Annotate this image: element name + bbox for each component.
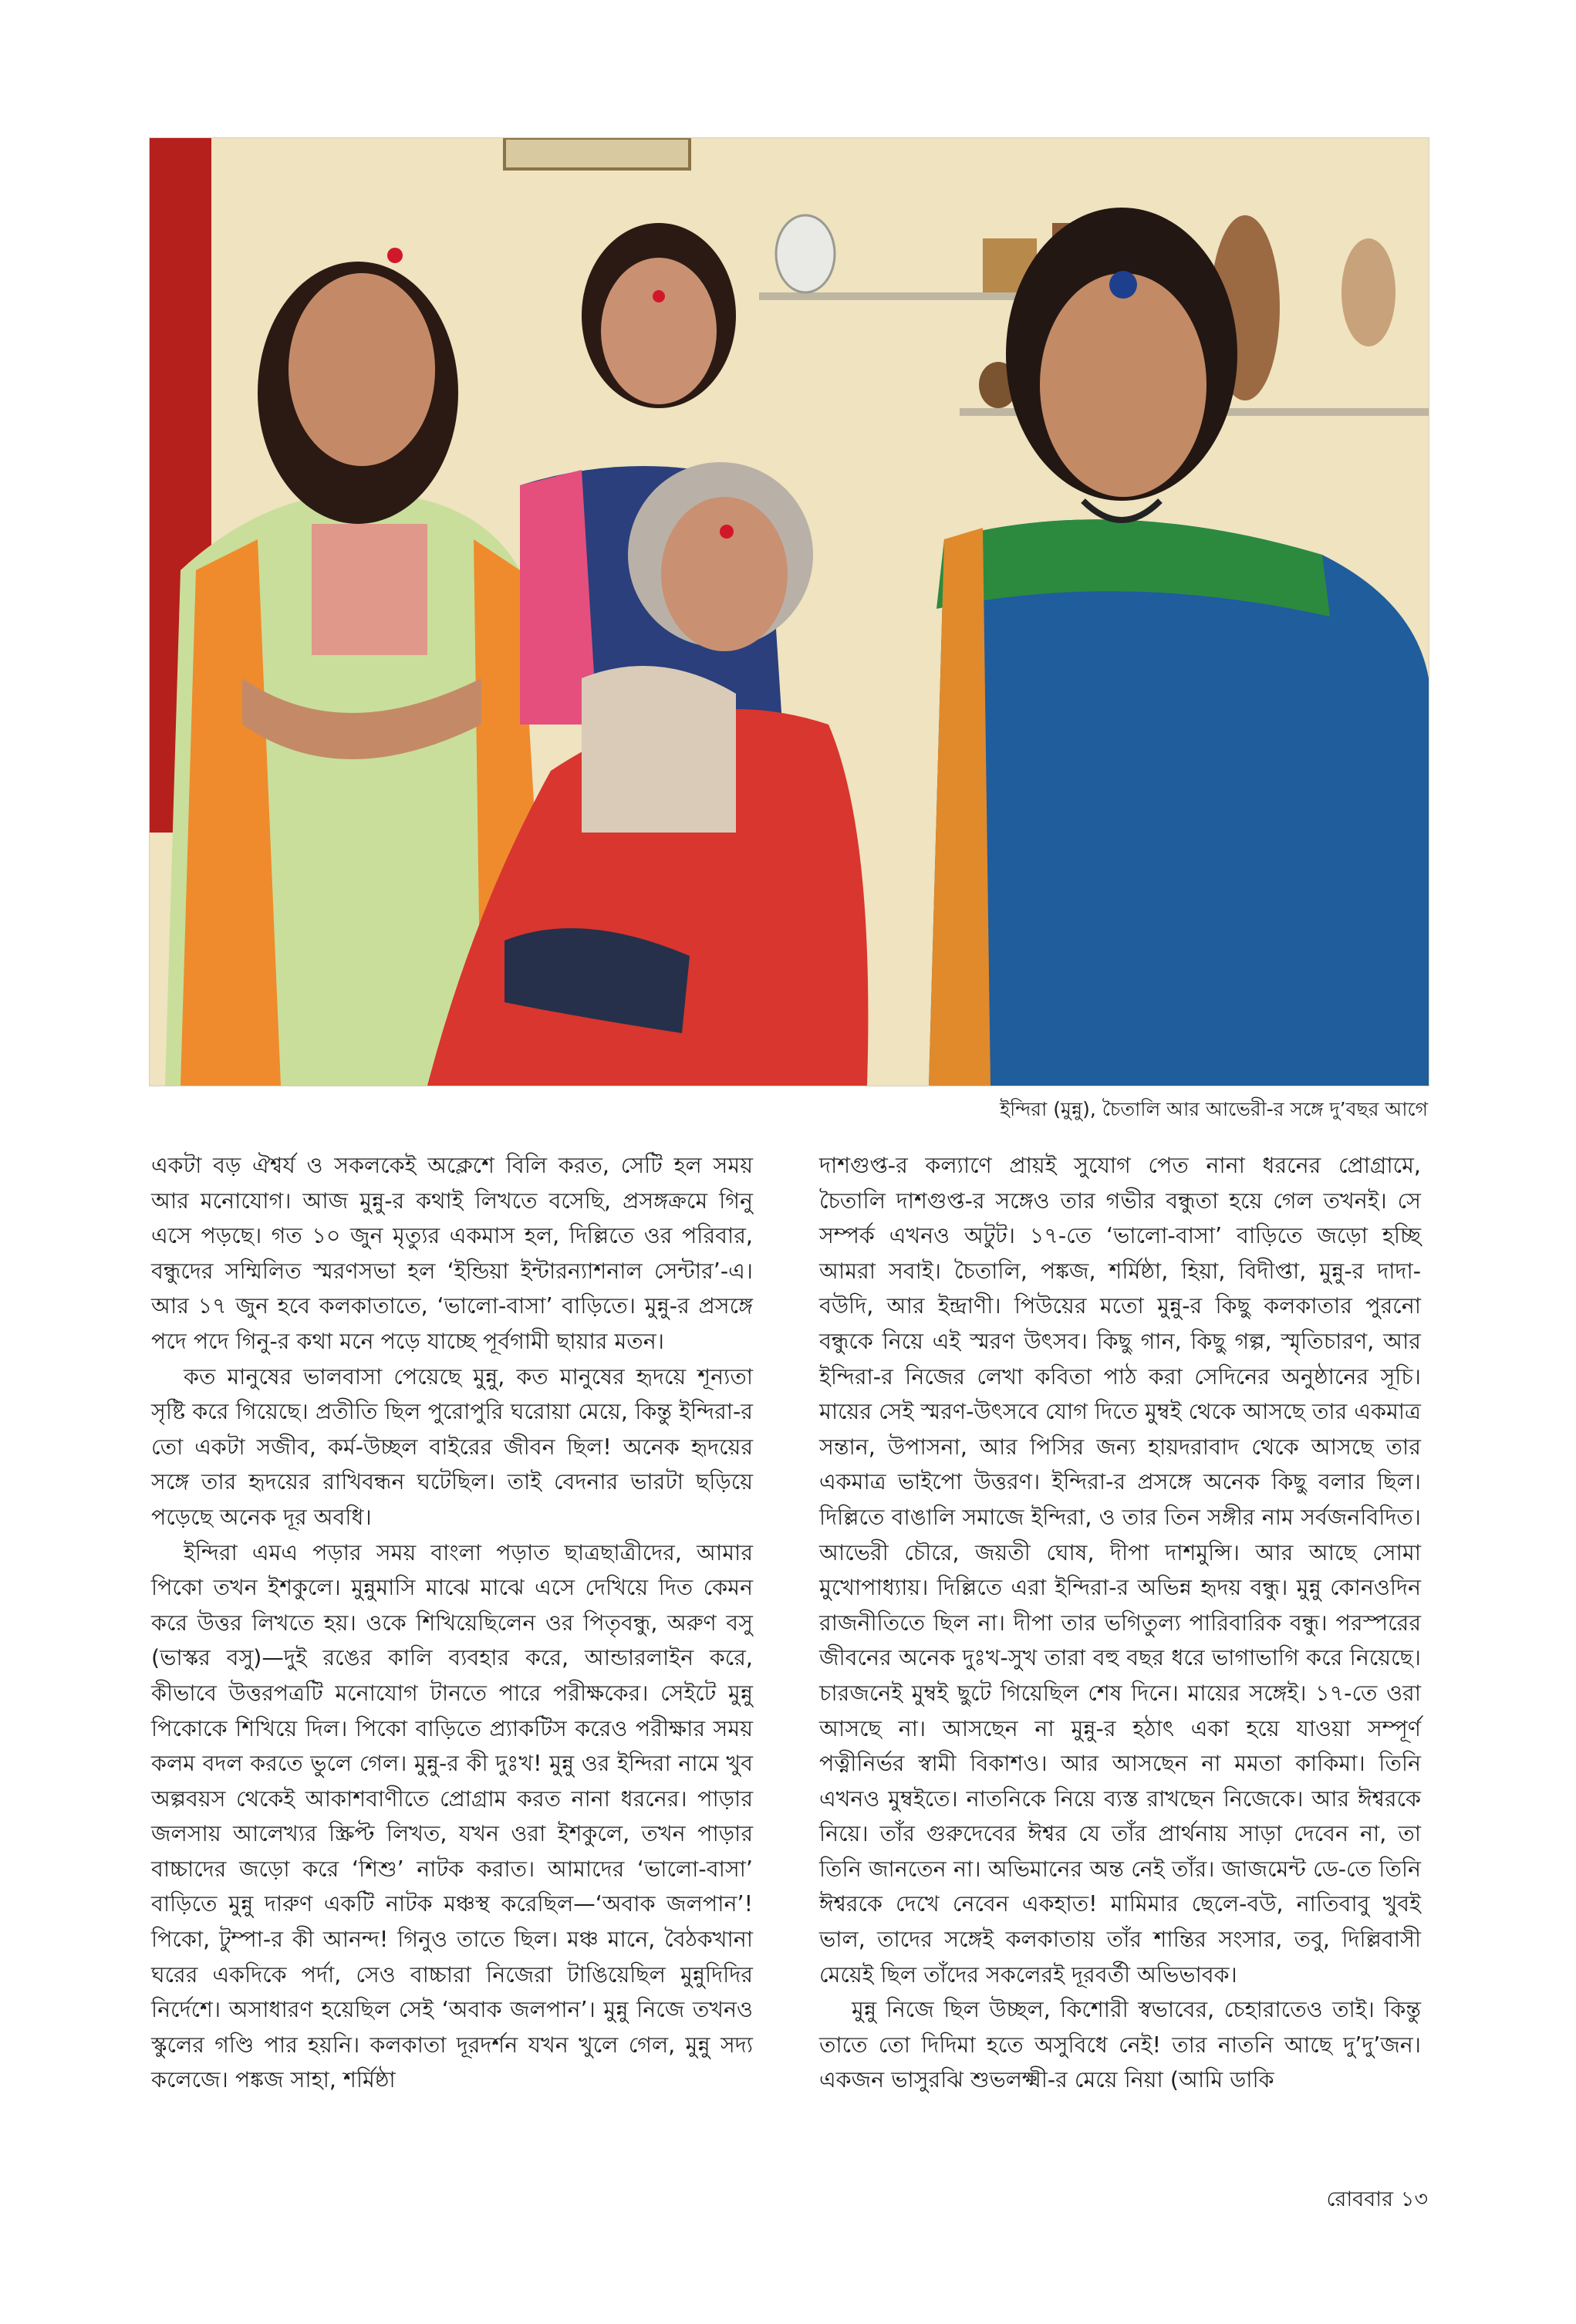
- article-column-left: [151, 1148, 753, 2098]
- page-number: ১৩: [1400, 2187, 1428, 2211]
- paragraph: দাশগুপ্ত-র কল্যাণে প্রায়ই সুযোগ পেত নানা ধরনের প্রোগ্রামে, চৈতালি দাশগুপ্ত-র সঙ্গেও তার গভীর বন্ধুতা হয়ে গেল তখনই। সে সম্পর্ক এখনও অটুট। ১৭-তে ‘ভালো-বাসা’ বাড়িতে জড়ো হচ্ছি আমরা সবাই। চৈতালি, পঙ্কজ, শর্মিষ্ঠা, হিয়া, বিদীপ্তা, মুন্নু-র দাদা-বউদি, আর ইন্দ্রাণী। পিউয়ের মতো মুন্নু-র কিছু কলকাতার পুরনো বন্ধুকে নিয়ে এই স্মরণ উৎসব। কিছু গান, কিছু গল্প, স্মৃতিচারণ, আর ইন্দিরা-র নিজের লেখা কবিতা পাঠ করা সেদিনের অনুষ্ঠানের সূচি। মায়ের সেই স্মরণ-উৎসবে যোগ দিতে মুম্বই থেকে আসছে তার একমাত্র সন্তান, উপাসনা, আর পিসির জন্য হায়দরাবাদ থেকে আসছে তার একমাত্র ভাইপো উত্তরণ। ইন্দিরা-র প্রসঙ্গে অনেক কিছু বলার ছিল। দিল্লিতে বাঙালি সমাজে ইন্দিরা, ও তার তিন সঙ্গীর নাম সর্বজনবিদিত। আভেরী চৌরে, জয়তী ঘোষ, দীপা দাশমুন্সি। আর আছে সোমা মুখোপাধ্যায়। দিল্লিতে এরা ইন্দিরা-র অভিন্ন হৃদয় বন্ধু। মুন্নু কোনওদিন রাজনীতিতে ছিল না। দীপা তার ভগিতুল্য পারিবারিক বন্ধু। পরস্পরের জীবনের অনেক দুঃখ-সুখ তারা বহু বছর ধরে ভাগাভাগি করে নিয়েছে। চারজনেই মুম্বই ছুটে গিয়েছিল শেষ দিনে। মায়ের সঙ্গেই। ১৭-তে ওরা আসছে না। আসছেন না মুন্নু-র হঠাৎ একা হয়ে যাওয়া সম্পূর্ণ পত্নীনির্ভর স্বামী বিকাশও। আর আসছেন না মমতা কাকিমা। তিনি এখনও মুম্বইতে। নাতনিকে নিয়ে ব্যস্ত রাখছেন নিজেকে। আর ঈশ্বরকে নিয়ে। তাঁর গুরুদেবের ঈশ্বর যে তাঁর প্রার্থনায় সাড়া দেবেন না, তা তিনি জানতেন না। অভিমানের অন্ত নেই তাঁর। জাজমেন্ট ডে-তে তিনি ঈশ্বরকে দেখে নেবেন একহাত! মামিমার ছেলে-বউ, নাতিবাবু খুবই ভাল, তাদের সঙ্গেই কলকাতায় তাঁর শান্তির সংসার, তবু, দিল্লিবাসী মেয়েই ছিল তাঁদের সকলেরই দূরবর্তী অভিভাবক।: [819, 1153, 1421, 1988]
- magazine-name: রোববার: [1326, 2187, 1393, 2211]
- paragraph: একটা বড় ঐশ্বর্য ও সকলকেই অক্লেশে বিলি করত, সেটি হল সময় আর মনোযোগ। আজ মুন্নু-র কথাই লিখতে বসেছি, প্রসঙ্গক্রমে গিনু এসে পড়ছে। গত ১০ জুন মৃত্যুর একমাস হল, দিল্লিতে ওর পরিবার, বন্ধুদের সম্মিলিত স্মরণসভা হল ‘ইন্ডিয়া ইন্টারন্যাশনাল সেন্টার’-এ। আর ১৭ জুন হবে কলকাতাতে, ‘ভালো-বাসা’ বাড়িতে। মুন্নু-র প্রসঙ্গে পদে পদে গিনু-র কথা মনে পড়ে যাচ্ছে পূর্বগামী ছায়ার মতন।: [151, 1153, 753, 1354]
- paragraph: কত মানুষের ভালবাসা পেয়েছে মুন্নু, কত মানুষের হৃদয়ে শূন্যতা সৃষ্টি করে গিয়েছে। প্রতীতি ছিল পুরোপুরি ঘরোয়া মেয়ে, কিন্তু ইন্দিরা-র তো একটা সজীব, কর্ম-উচ্ছল বাইরের জীবন ছিল! অনেক হৃদয়ের সঙ্গে তার হৃদয়ের রাখিবন্ধন ঘটেছিল। তাই বেদনার ভারটা ছড়িয়ে পড়েছে অনেক দূর অবধি।: [151, 1363, 753, 1530]
- group-photo: [149, 137, 1429, 1086]
- paragraph: ইন্দিরা এমএ পড়ার সময় বাংলা পড়াত ছাত্রছাত্রীদের, আমার পিকো তখন ইশকুলে। মুন্নুমাসি মাঝে মাঝে এসে দেখিয়ে দিত কেমন করে উত্তর লিখতে হয়। ওকে শিখিয়েছিলেন ওর পিতৃবন্ধু, অরুণ বসু (ভাস্কর বসু)—দুই রঙের কালি ব্যবহার করে, আন্ডারলাইন করে, কীভাবে উত্তরপত্রটি মনোযোগ টানতে পারে পরীক্ষকের। সেইটে মুন্নু পিকোকে শিখিয়ে দিল। পিকো বাড়িতে প্র্যাকটিস করেও পরীক্ষার সময় কলম বদল করতে ভুলে গেল। মুন্নু-র কী দুঃখ! মুন্নু ওর ইন্দিরা নামে খুব অল্পবয়স থেকেই আকাশবাণীতে প্রোগ্রাম করত নানা ধরনের। পাড়ার জলসায় আলেখ্যর স্ক্রিপ্ট লিখত, যখন ওরা ইশকুলে, তখন পাড়ার বাচ্চাদের জড়ো করে ‘শিশু’ নাটক করাত। আমাদের ‘ভালো-বাসা’ বাড়িতে মুন্নু দারুণ একটি নাটক মঞ্চস্থ করেছিল—‘অবাক জলপান’! পিকো, টুম্পা-র কী আনন্দ! গিনুও তাতে ছিল। মঞ্চ মানে, বৈঠকখানা ঘরের একদিকে পর্দা, সেও বাচ্চারা নিজেরা টাঙিয়েছিল মুন্নুদিদির নির্দেশে। অসাধারণ হয়েছিল সেই ‘অবাক জলপান’। মুন্নু নিজে তখনও স্কুলের গণ্ডি পার হয়নি। কলকাতা দূরদর্শন যখন খুলে গেল, মুন্নু সদ্য কলেজে। পঙ্কজ সাহা, শর্মিষ্ঠা: [151, 1539, 753, 2093]
- page-footer: [1327, 2184, 1428, 2218]
- article-column-right: [819, 1148, 1421, 2098]
- paragraph: মুন্নু নিজে ছিল উচ্ছল, কিশোরী স্বভাবের, চেহারাতেও তাই। কিন্তু তাতে তো দিদিমা হতে অসুবিধে নেই! তার নাতনি আছে দু’দু’জন। একজন ভাসুরঝি শুভলক্ষ্মী-র মেয়ে নিয়া (আমি ডাকি: [819, 1997, 1421, 2093]
- photo-caption: ইন্দিরা (মুন্নু), চৈতালি আর আভেরী-র সঙ্গে দু’বছর আগে: [1000, 1098, 1428, 1120]
